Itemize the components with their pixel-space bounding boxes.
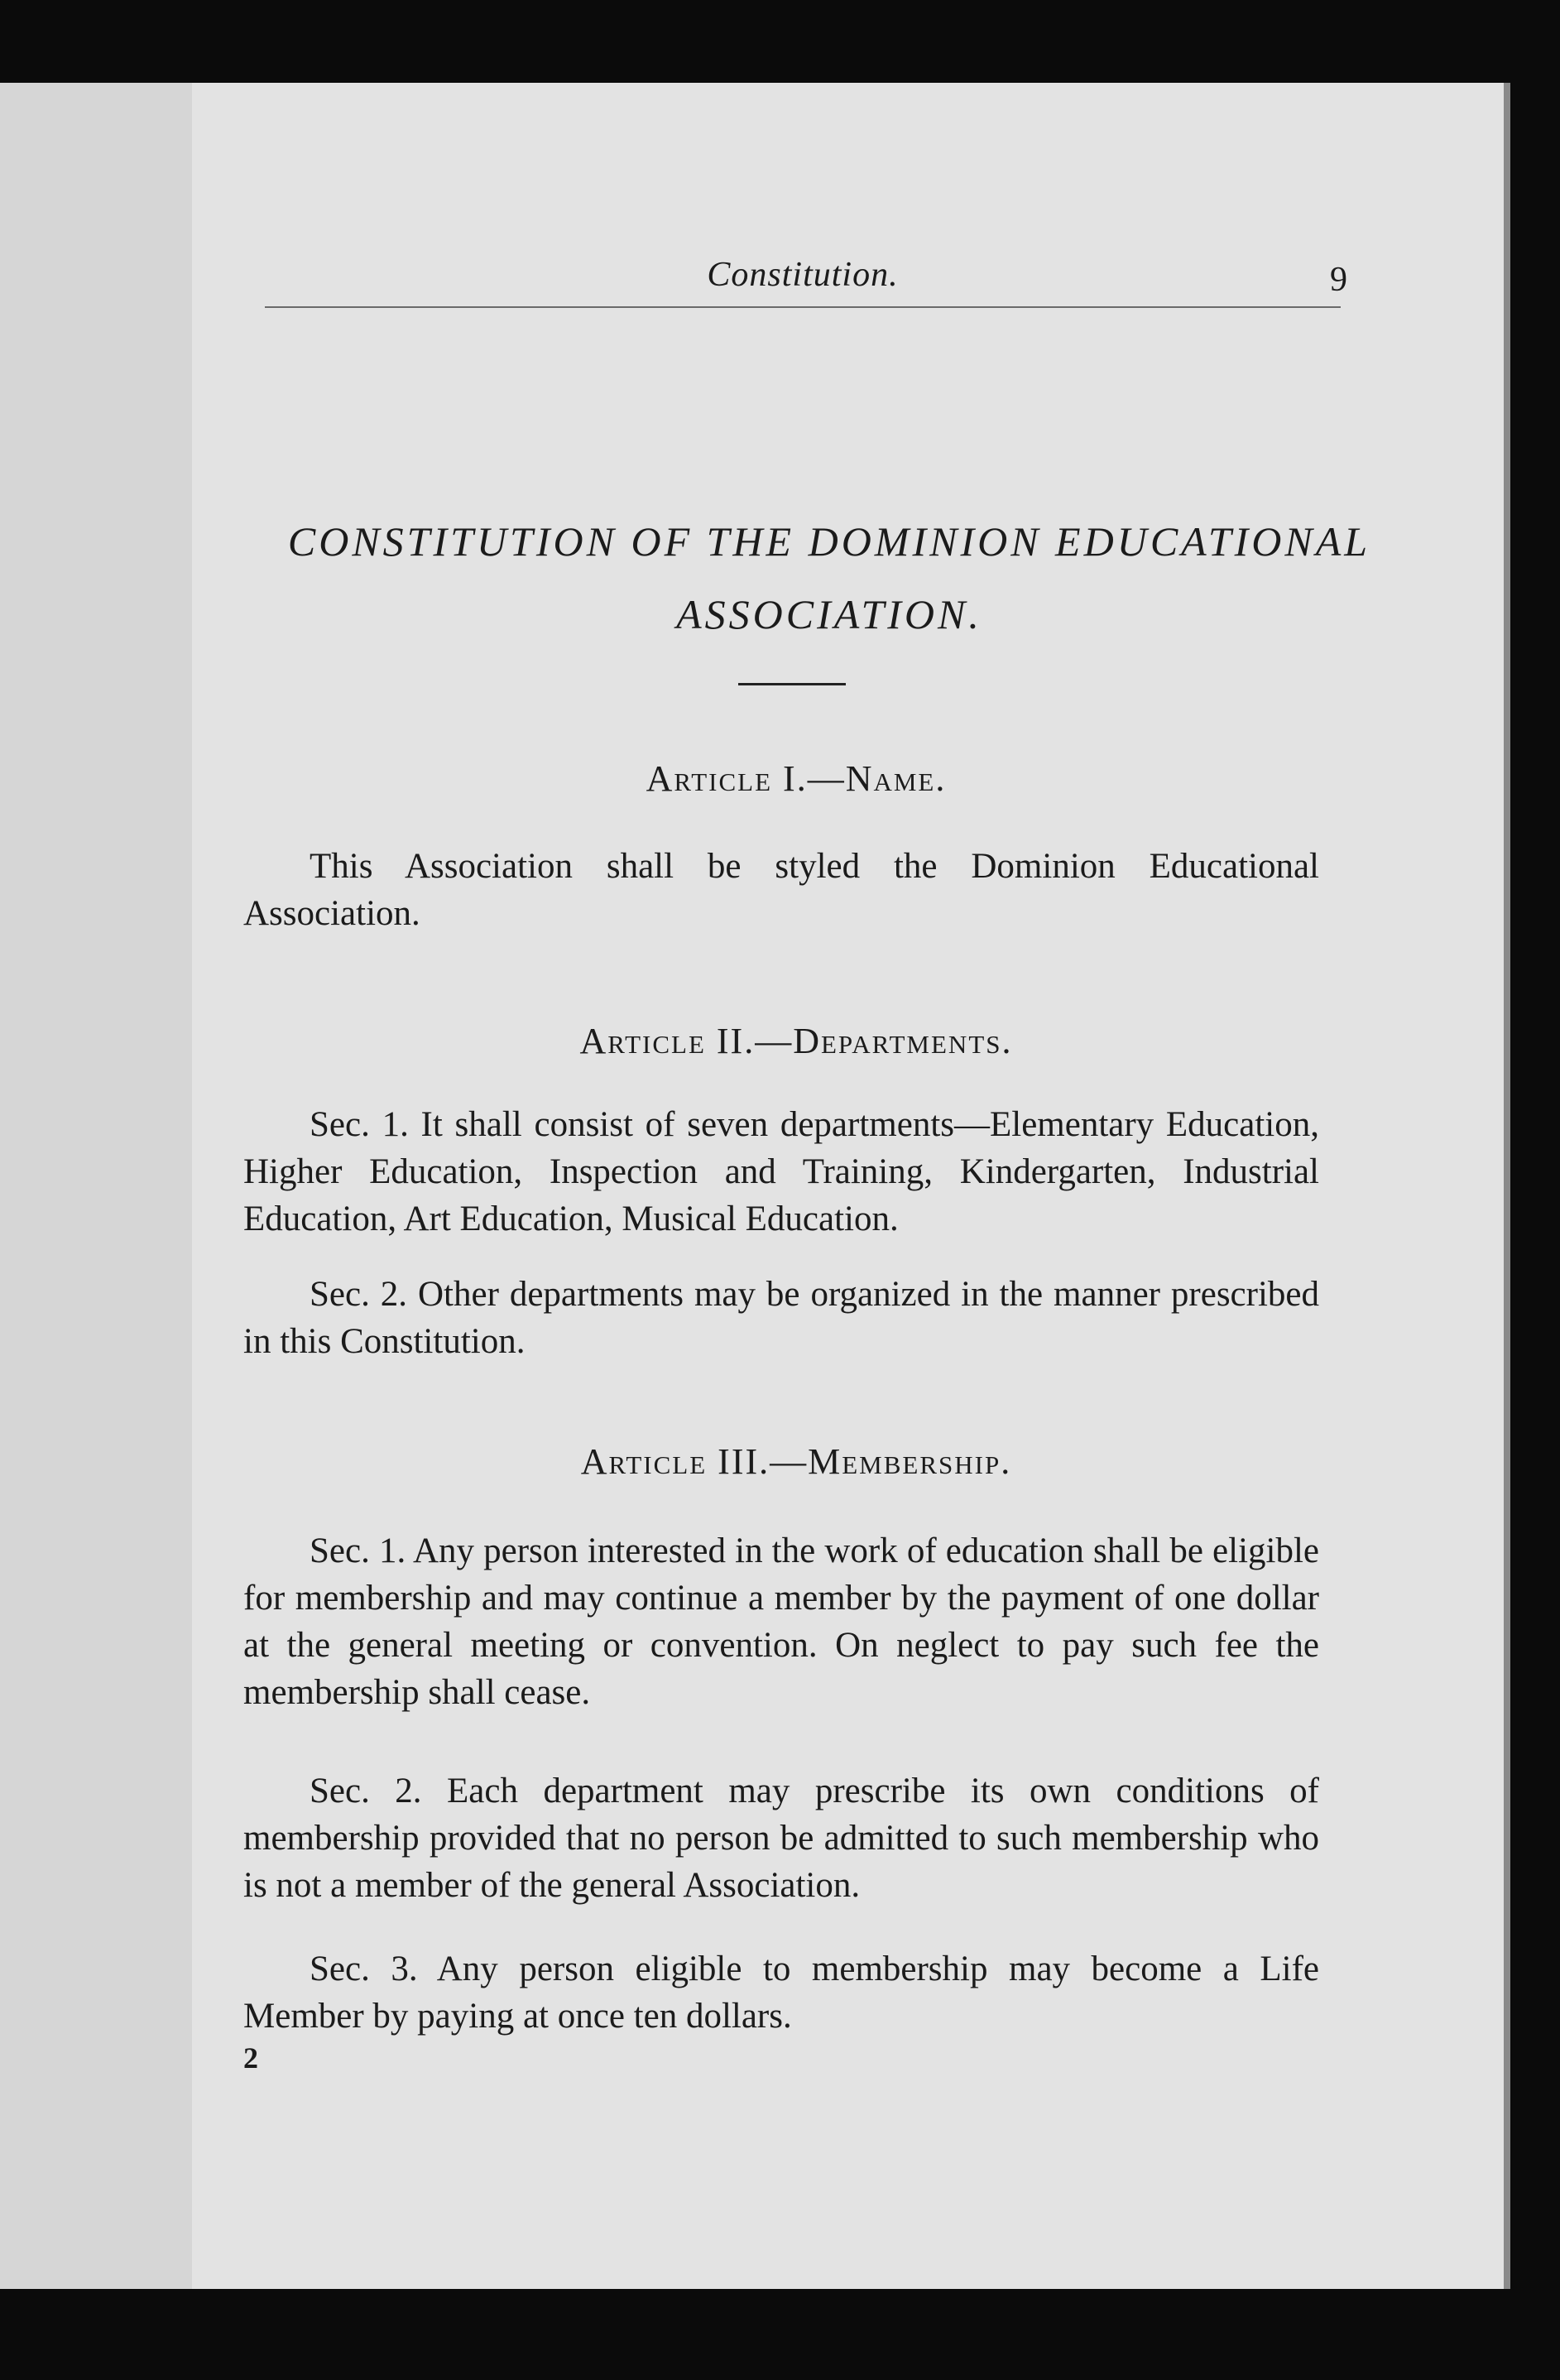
article-2-section-1: Sec. 1. It shall consist of seven departments—Elementary Education, Higher Education, Inspection and Training, Kindergarten, Industrial Education, Art Education, Musical Education. — [243, 1105, 1319, 1238]
title-line-2: ASSOCIATION. — [676, 591, 982, 637]
article-2-section-2: Sec. 2. Other departments may be organized in the manner prescribed in this Constitution. — [243, 1275, 1319, 1361]
article-1-paragraph-1: This Association shall be styled the Dominion Educational Association. — [243, 847, 1319, 933]
article-3-section-3: Sec. 3. Any person eligible to membership may become a Life Member by paying at once ten dollars. — [243, 1950, 1319, 2036]
title-divider — [738, 683, 846, 685]
signature-mark: 2 — [243, 2041, 258, 2075]
article-2-heading: Article II.—Departments. — [579, 1021, 1013, 1061]
article-1-heading: Article I.—Name. — [646, 758, 947, 799]
page-number: 9 — [1330, 261, 1347, 299]
facing-page-edge — [0, 83, 194, 2289]
article-3-section-1: Sec. 1. Any person interested in the work of education shall be eligible for membership and may continue a member by the payment of one dollar at the general meeting or convention. On neglect to pay such fee the membership shall cease. — [243, 1531, 1319, 1712]
page-edge-shadow — [1504, 83, 1510, 2289]
article-3-heading: Article III.—Membership. — [580, 1441, 1012, 1482]
book-page — [192, 83, 1504, 2289]
document-title — [225, 505, 1433, 651]
running-head — [265, 248, 1347, 308]
title-line-1: CONSTITUTION OF THE DOMINION EDUCATIONAL — [287, 518, 1371, 565]
article-3-section-2: Sec. 2. Each department may prescribe its own conditions of membership provided that no person be admitted to such membership who is not a member of the general Association. — [243, 1772, 1319, 1905]
running-head-title: Constitution. — [707, 256, 899, 294]
